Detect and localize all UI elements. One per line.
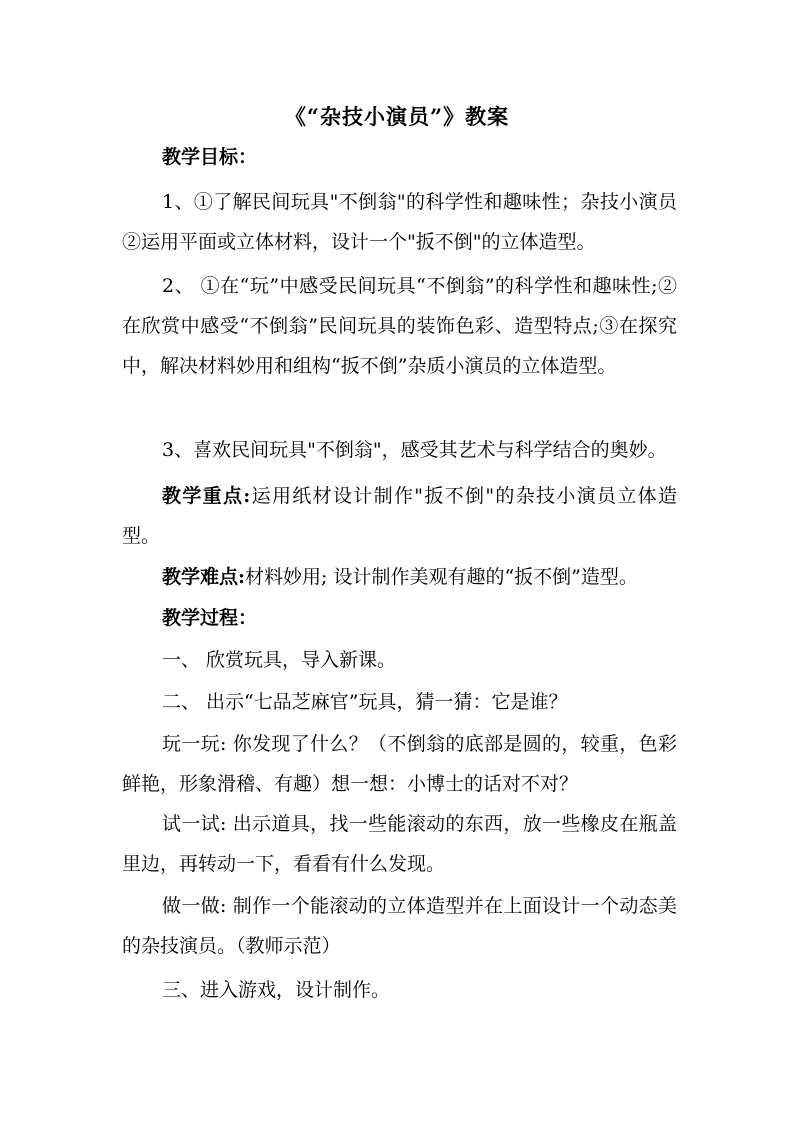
process-heading: 教学过程： (162, 607, 258, 629)
make-paragraph: 做一做: 制作一个能滚动的立体造型并在上面设计一个动态美的杂技演员。（教师示范） (122, 895, 677, 957)
try-paragraph: 试一试: 出示道具，找一些能滚动的东西，放一些橡皮在瓶盖里边，再转动一下，看看有什么发现。 (122, 813, 677, 875)
key-points-label: 教学重点: (162, 485, 251, 507)
difficulty-text: 材料妙用; 设计制作美观有趣的“扳不倒”造型。 (245, 566, 638, 588)
key-points-paragraph (122, 476, 677, 556)
step-3-paragraph: 三、进入游戏，设计制作。 (162, 979, 391, 1001)
step-1-paragraph: 一、 欣赏玩具，导入新课。 (162, 649, 397, 671)
goal-2-paragraph: 2、 ①在“玩”中感受民间玩具“不倒翁”的科学性和趣味性;②在欣赏中感受“不倒翁”民间玩具的装饰色彩、造型特点;③在探究中，解决材料妙用和组构“扳不倒”杂质小演员的立体造型。 (122, 275, 677, 377)
play-paragraph: 玩一玩: 你发现了什么？（不倒翁的底部是圆的，较重，色彩鲜艳，形象滑稽、有趣）想一想：小博士的话对不对？ (122, 733, 677, 795)
goal-1-paragraph: 1、①了解民间玩具"不倒翁"的科学性和趣味性；杂技小演员②运用平面或立体材料，设计一个"扳不倒"的立体造型。 (122, 191, 677, 253)
step-2-paragraph: 二、 出示“七品芝麻官”玩具，猜一猜：它是谁？ (162, 691, 568, 713)
goals-heading: 教学目标： (162, 146, 258, 168)
key-points-text: 运用纸材设计制作"扳不倒"的杂技小演员立体造型。 (122, 485, 678, 547)
goal-3-paragraph: 3、喜欢民间玩具"不倒翁"，感受其艺术与科学结合的奥妙。 (162, 439, 667, 461)
difficulty-paragraph (122, 557, 677, 597)
document-title: 《“杂技小演员”》教案 (284, 104, 510, 129)
difficulty-label: 教学难点: (162, 566, 246, 588)
